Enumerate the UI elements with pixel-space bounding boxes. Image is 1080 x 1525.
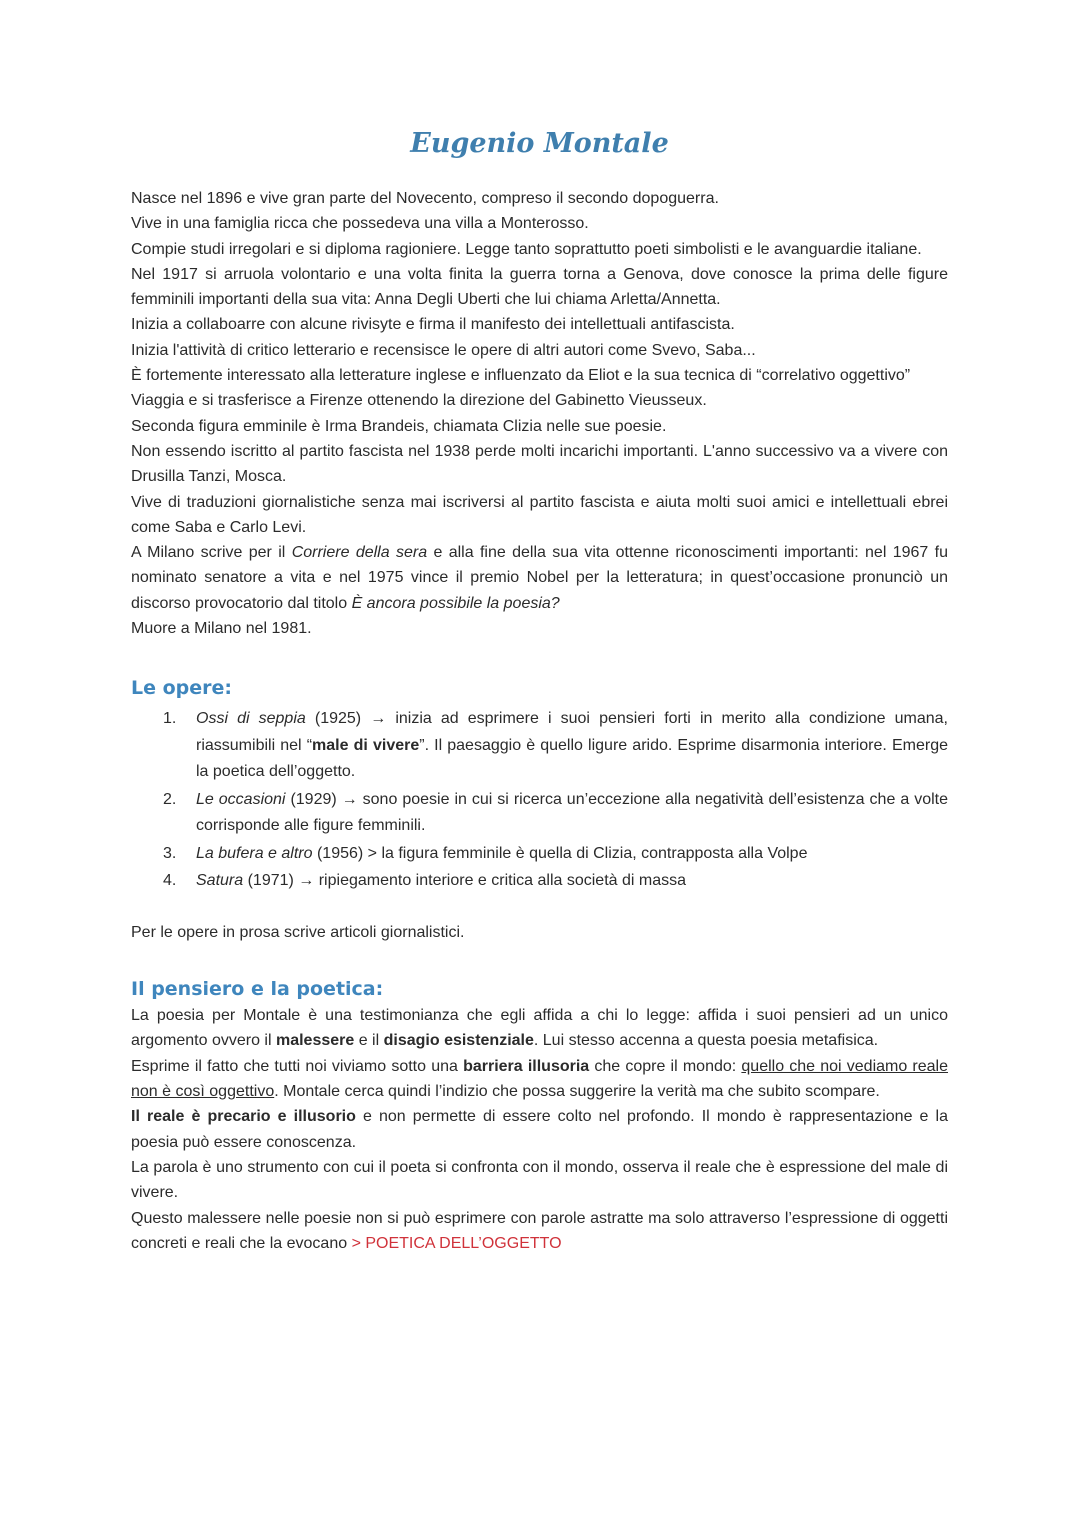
text-span: che copre il mondo:: [589, 1057, 742, 1075]
list-number: 3.: [163, 844, 177, 862]
list-item: [131, 868, 948, 895]
thought-section: [131, 1003, 948, 1256]
text-span: . Lui stesso accenna a questa poesia metafisica.: [533, 1032, 879, 1050]
bio-line: Vive di traduzioni giornalistiche senza mai iscriversi al partito fascista e aiuta molti suoi amici e intellettuali ebrei come Saba e Carlo Levi.: [131, 493, 948, 536]
list-number: 1.: [163, 710, 177, 728]
text-span: ”. Il paesaggio è quello ligure arido. Esprime disarmonia interiore. Emerge la poetica dell’oggetto.: [196, 736, 948, 781]
text-span: e alla fine della sua vita ottenne riconoscimenti importanti: nel 1967 fu nominato senatore a vita e nel 1975 vince il premio Nobel per la letteratura; in quest’occasione pronunciò un discorso provocatorio dal titolo: [131, 544, 949, 612]
thought-paragraph: [131, 1003, 948, 1054]
bio-line: Inizia l'attività di critico letterario e recensisce le opere di altri autori come Svevo, Saba...: [131, 341, 756, 359]
thought-paragraph: La parola è uno strumento con cui il poeta si confronta con il mondo, osserva il reale che è espressione del male di vivere.: [131, 1158, 948, 1202]
text-span: . Montale cerca quindi l’indizio che possa suggerire la verità ma che subito scompare.: [274, 1083, 880, 1101]
text-span: (1971) → ripiegamento interiore e critica alla società di massa: [243, 872, 687, 890]
emphasis: disagio esistenziale: [383, 1032, 534, 1050]
bio-line: Seconda figura emminile è Irma Brandeis, chiamata Clizia nelle sue poesie.: [131, 417, 667, 435]
thought-paragraph: [131, 1206, 948, 1257]
speech-title: È ancora possibile la poesia?: [351, 594, 560, 612]
work-title: Le occasioni: [196, 790, 286, 808]
bio-line: Vive in una famiglia ricca che possedeva una villa a Monterosso.: [131, 215, 589, 233]
text-span: La poesia per Montale è una testimonianza che egli affida a chi lo legge: affida i suoi pensieri ad un unico argomento ovvero il: [131, 1007, 948, 1050]
text-span: Esprime il fatto che tutti noi viviamo sotto una: [131, 1057, 464, 1075]
list-item: [131, 841, 948, 868]
bio-line: Compie studi irregolari e si diploma ragioniere. Legge tanto soprattutto poeti simbolisti e le avanguardie italiane.: [131, 240, 922, 258]
text-span: (1929) → sono poesie in cui si ricerca un’eccezione alla negatività dell’esistenza che a volte corrisponde alle figure femminili.: [196, 790, 948, 835]
text-span: e il: [354, 1032, 384, 1050]
emphasis: malessere: [275, 1032, 355, 1050]
bio-line: Inizia a collaboarre con alcune rivisyte e firma il manifesto dei intellettuali antifascista.: [131, 316, 735, 334]
poetica-oggetto-label: > POETICA DELL’OGGETTO: [351, 1234, 562, 1252]
text-span: (1925) → inizia ad esprimere i suoi pensieri forti in merito alla condizione umana, riassumibili nel “: [196, 710, 948, 754]
emphasis: male di vivere: [312, 736, 420, 754]
bio-line: Viaggia e si trasferisce a Firenze ottenendo la direzione del Gabinetto Vieusseux.: [131, 392, 707, 410]
list-item: [131, 706, 948, 786]
text-span: e non permette di essere colto nel profondo. Il mondo è rappresentazione e la poesia può essere conoscenza.: [131, 1108, 949, 1151]
text-span: A Milano scrive per il: [131, 544, 292, 562]
thought-heading: Il pensiero e la poetica:: [131, 978, 384, 1001]
biography: [131, 186, 948, 641]
bio-death: Muore a Milano nel 1981.: [131, 620, 312, 638]
works-heading: Le opere:: [131, 677, 233, 700]
thought-paragraph: [131, 1104, 948, 1155]
text-span: (1956) > la figura femminile è quella di Clizia, contrapposta alla Volpe: [312, 844, 808, 862]
newspaper-title: Corriere della sera: [291, 544, 428, 562]
bio-milano: [131, 540, 948, 616]
prose-note: Per le opere in prosa scrive articoli giornalistici.: [131, 923, 465, 941]
list-number: 4.: [163, 872, 177, 890]
text-span: Questo malessere nelle poesie non si può esprimere con parole astratte ma solo attraverso l’espressione di oggetti concreti e reali che la evocano: [131, 1209, 948, 1252]
bio-line: Nel 1917 si arruola volontario e una volta finita la guerra torna a Genova, dove conosce la prima delle figure femminili importanti della sua vita: Anna Degli Uberti che lui chiama Arletta/Annetta.: [131, 265, 948, 309]
work-title: La bufera e altro: [196, 844, 313, 862]
bio-line: Non essendo iscritto al partito fascista nel 1938 perde molti incarichi importanti. L'anno successivo va a vivere con Drusilla Tanzi, Mosca.: [131, 442, 948, 486]
bio-line: Nasce nel 1896 e vive gran parte del Novecento, compreso il secondo dopoguerra.: [131, 190, 719, 207]
document-page: [131, 128, 948, 1256]
list-number: 2.: [163, 790, 177, 808]
works-list: [131, 706, 948, 895]
emphasis: Il reale è precario e illusorio: [131, 1108, 356, 1126]
thought-paragraph: [131, 1054, 948, 1105]
emphasis: barriera illusoria: [463, 1057, 590, 1075]
underlined-text: quello che noi vediamo reale non è così oggettivo: [131, 1057, 949, 1101]
work-title: Ossi di seppia: [196, 710, 306, 728]
list-item: [131, 787, 948, 840]
page-title: Eugenio Montale: [410, 128, 669, 159]
bio-line: È fortemente interessato alla letterature inglese e influenzato da Eliot e la sua tecnica di “correlativo oggettivo”: [131, 367, 911, 385]
work-title: Satura: [196, 872, 244, 890]
